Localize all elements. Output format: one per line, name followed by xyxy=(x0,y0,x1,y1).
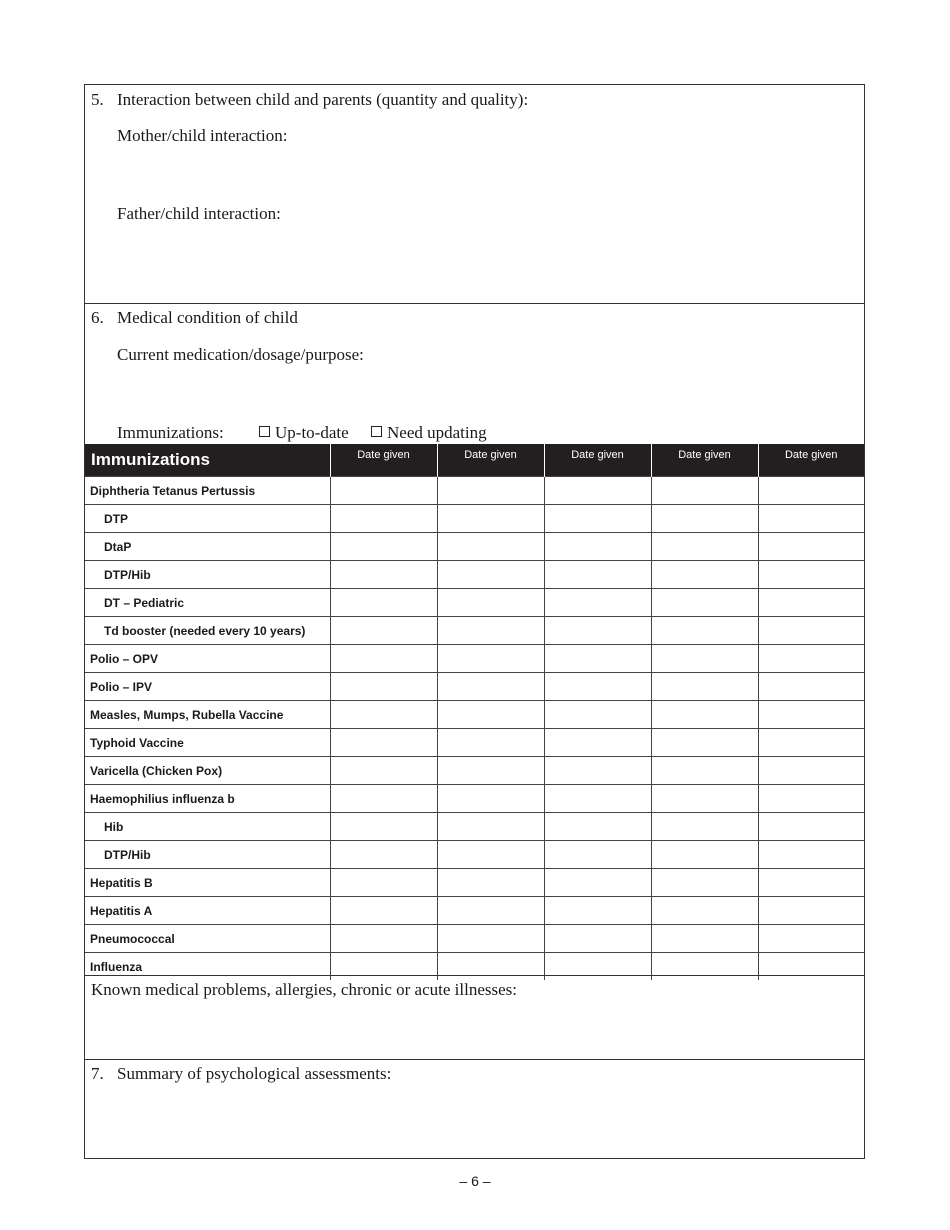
date-cell[interactable] xyxy=(651,897,758,925)
date-cell[interactable] xyxy=(330,533,437,561)
date-cell[interactable] xyxy=(544,561,651,589)
vaccine-label: Polio – OPV xyxy=(85,645,330,673)
father-child-label: Father/child interaction: xyxy=(117,204,281,223)
date-cell[interactable] xyxy=(437,505,544,533)
known-problems-label: Known medical problems, allergies, chronic or acute illnesses: xyxy=(91,980,517,999)
table-row xyxy=(85,673,864,701)
date-cell[interactable] xyxy=(651,757,758,785)
table-header-row xyxy=(85,444,864,477)
date-cell[interactable] xyxy=(651,533,758,561)
date-cell[interactable] xyxy=(330,589,437,617)
date-cell[interactable] xyxy=(437,813,544,841)
date-cell[interactable] xyxy=(651,645,758,673)
date-given-header: Date given xyxy=(758,444,864,477)
date-given-header: Date given xyxy=(544,444,651,477)
divider xyxy=(85,1059,864,1060)
section6-title: Medical condition of child xyxy=(117,308,298,327)
date-cell[interactable] xyxy=(330,701,437,729)
date-cell[interactable] xyxy=(437,729,544,757)
vaccine-label: Haemophilius influenza b xyxy=(85,785,330,813)
date-cell[interactable] xyxy=(758,813,864,841)
medication-label: Current medication/dosage/purpose: xyxy=(117,345,364,364)
vaccine-label: DT – Pediatric xyxy=(85,589,330,617)
immunization-table xyxy=(85,444,864,980)
date-cell[interactable] xyxy=(330,785,437,813)
date-cell[interactable] xyxy=(651,729,758,757)
date-cell[interactable] xyxy=(544,477,651,505)
date-cell[interactable] xyxy=(544,645,651,673)
date-cell[interactable] xyxy=(437,897,544,925)
date-cell[interactable] xyxy=(758,561,864,589)
date-cell[interactable] xyxy=(651,589,758,617)
date-cell[interactable] xyxy=(330,813,437,841)
date-cell[interactable] xyxy=(758,617,864,645)
date-cell[interactable] xyxy=(758,505,864,533)
option-uptodate-label: Up-to-date xyxy=(275,423,349,442)
date-cell[interactable] xyxy=(437,925,544,953)
option-needupdating[interactable] xyxy=(371,423,487,443)
vaccine-label: Pneumococcal xyxy=(85,925,330,953)
date-cell[interactable] xyxy=(758,841,864,869)
date-cell[interactable] xyxy=(651,505,758,533)
vaccine-label: DtaP xyxy=(85,533,330,561)
table-row xyxy=(85,785,864,813)
date-cell[interactable] xyxy=(544,841,651,869)
checkbox-icon[interactable] xyxy=(371,426,382,437)
vaccine-label: Varicella (Chicken Pox) xyxy=(85,757,330,785)
date-cell[interactable] xyxy=(758,785,864,813)
table-row xyxy=(85,617,864,645)
option-uptodate[interactable] xyxy=(259,423,349,443)
date-cell[interactable] xyxy=(544,505,651,533)
vaccine-label: Diphtheria Tetanus Pertussis xyxy=(85,477,330,505)
date-cell[interactable] xyxy=(330,477,437,505)
checkbox-icon[interactable] xyxy=(259,426,270,437)
date-cell[interactable] xyxy=(330,869,437,897)
table-row xyxy=(85,841,864,869)
section6-number: 6. xyxy=(91,308,104,327)
date-cell[interactable] xyxy=(758,729,864,757)
section5-title: Interaction between child and parents (quantity and quality): xyxy=(117,90,529,109)
date-cell[interactable] xyxy=(330,925,437,953)
date-cell[interactable] xyxy=(758,589,864,617)
date-cell[interactable] xyxy=(330,561,437,589)
section7-number: 7. xyxy=(91,1064,104,1083)
date-cell[interactable] xyxy=(437,841,544,869)
table-row xyxy=(85,729,864,757)
date-given-header: Date given xyxy=(651,444,758,477)
table-header-immunizations: Immunizations xyxy=(85,444,330,477)
date-cell[interactable] xyxy=(544,757,651,785)
date-cell[interactable] xyxy=(330,617,437,645)
date-cell[interactable] xyxy=(758,757,864,785)
vaccine-label: DTP/Hib xyxy=(85,841,330,869)
date-cell[interactable] xyxy=(651,925,758,953)
vaccine-label: Td booster (needed every 10 years) xyxy=(85,617,330,645)
table-row xyxy=(85,645,864,673)
date-cell[interactable] xyxy=(758,533,864,561)
table-row xyxy=(85,897,864,925)
table-row xyxy=(85,757,864,785)
date-cell[interactable] xyxy=(758,673,864,701)
table-row xyxy=(85,561,864,589)
form-frame xyxy=(84,84,865,1159)
date-cell[interactable] xyxy=(437,869,544,897)
vaccine-label: Influenza xyxy=(85,953,330,981)
date-cell[interactable] xyxy=(651,869,758,897)
date-cell[interactable] xyxy=(651,813,758,841)
vaccine-label: Polio – IPV xyxy=(85,673,330,701)
date-cell[interactable] xyxy=(651,785,758,813)
mother-child-label: Mother/child interaction: xyxy=(117,126,288,145)
vaccine-label: Hib xyxy=(85,813,330,841)
divider xyxy=(85,303,864,304)
table-row xyxy=(85,701,864,729)
date-cell[interactable] xyxy=(330,645,437,673)
date-cell[interactable] xyxy=(651,841,758,869)
date-cell[interactable] xyxy=(544,729,651,757)
date-given-header: Date given xyxy=(437,444,544,477)
date-cell[interactable] xyxy=(330,841,437,869)
vaccine-label: DTP xyxy=(85,505,330,533)
vaccine-label: DTP/Hib xyxy=(85,561,330,589)
date-cell[interactable] xyxy=(758,897,864,925)
option-needupdating-label: Need updating xyxy=(387,423,487,442)
table-row xyxy=(85,477,864,505)
date-cell[interactable] xyxy=(330,505,437,533)
table-row xyxy=(85,533,864,561)
table-row xyxy=(85,869,864,897)
date-cell[interactable] xyxy=(544,869,651,897)
date-given-header: Date given xyxy=(330,444,437,477)
table-row xyxy=(85,813,864,841)
date-cell[interactable] xyxy=(651,477,758,505)
date-cell[interactable] xyxy=(330,897,437,925)
date-cell[interactable] xyxy=(544,617,651,645)
date-cell[interactable] xyxy=(758,869,864,897)
date-cell[interactable] xyxy=(437,701,544,729)
date-cell[interactable] xyxy=(758,701,864,729)
date-cell[interactable] xyxy=(437,757,544,785)
date-cell[interactable] xyxy=(330,673,437,701)
date-cell[interactable] xyxy=(330,757,437,785)
date-cell[interactable] xyxy=(651,561,758,589)
date-cell[interactable] xyxy=(651,673,758,701)
table-row xyxy=(85,505,864,533)
date-cell[interactable] xyxy=(651,617,758,645)
date-cell[interactable] xyxy=(544,701,651,729)
date-cell[interactable] xyxy=(758,925,864,953)
date-cell[interactable] xyxy=(437,645,544,673)
table-row xyxy=(85,589,864,617)
date-cell[interactable] xyxy=(437,785,544,813)
date-cell[interactable] xyxy=(544,925,651,953)
date-cell[interactable] xyxy=(544,589,651,617)
date-cell[interactable] xyxy=(544,897,651,925)
table-row xyxy=(85,925,864,953)
date-cell[interactable] xyxy=(758,477,864,505)
date-cell[interactable] xyxy=(330,729,437,757)
date-cell[interactable] xyxy=(437,673,544,701)
vaccine-label: Measles, Mumps, Rubella Vaccine xyxy=(85,701,330,729)
date-cell[interactable] xyxy=(437,589,544,617)
vaccine-label: Hepatitis B xyxy=(85,869,330,897)
date-cell[interactable] xyxy=(437,477,544,505)
date-cell[interactable] xyxy=(758,645,864,673)
date-cell[interactable] xyxy=(544,785,651,813)
date-cell[interactable] xyxy=(651,701,758,729)
section7-title: Summary of psychological assessments: xyxy=(117,1064,392,1083)
section5-number: 5. xyxy=(91,90,104,109)
date-cell[interactable] xyxy=(437,617,544,645)
date-cell[interactable] xyxy=(437,533,544,561)
date-cell[interactable] xyxy=(544,813,651,841)
immunizations-label: Immunizations: xyxy=(117,423,224,442)
page-number: – 6 – xyxy=(459,1173,491,1189)
divider xyxy=(85,975,864,976)
date-cell[interactable] xyxy=(437,561,544,589)
vaccine-label: Typhoid Vaccine xyxy=(85,729,330,757)
date-cell[interactable] xyxy=(544,673,651,701)
date-cell[interactable] xyxy=(544,533,651,561)
vaccine-label: Hepatitis A xyxy=(85,897,330,925)
